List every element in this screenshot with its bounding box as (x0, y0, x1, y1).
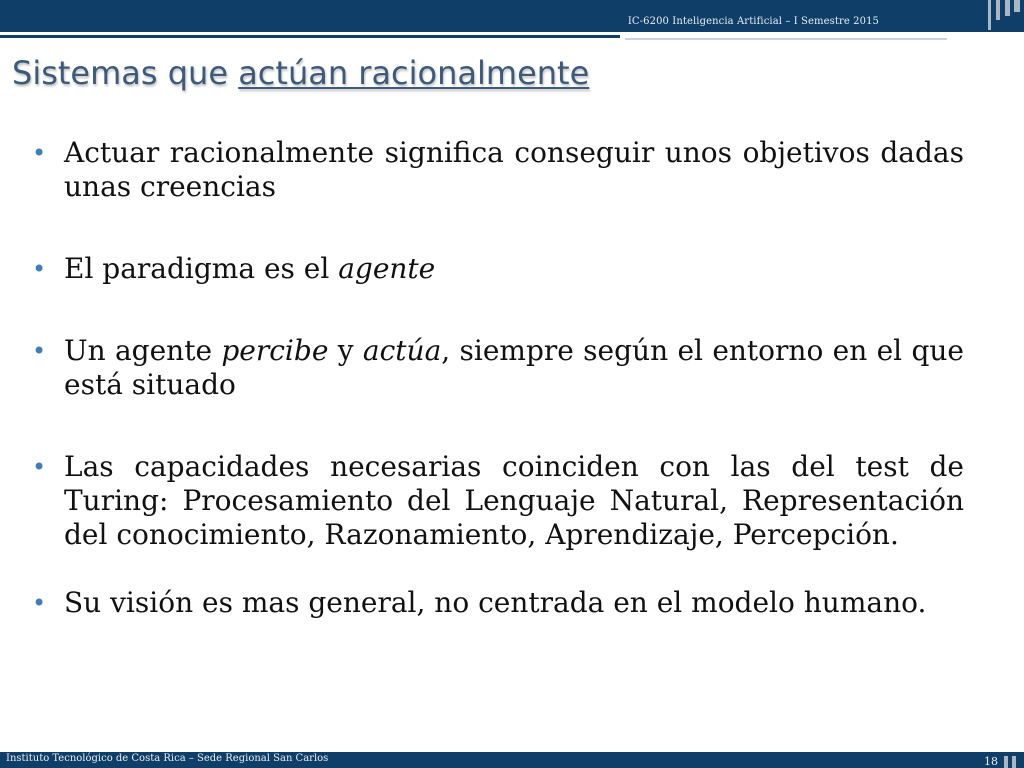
bullet-emphasis: actúa (362, 334, 442, 367)
slide-title (12, 54, 589, 92)
bullet-item (28, 252, 964, 286)
bullet-text: Las capacidades necesarias coinciden con las del test de Turing: Procesamiento del Lenguaje Natural, Representación del conocimiento, Razonamiento, Aprendizaje, Percepción. (64, 450, 964, 551)
slide-title-plain: Sistemas que (12, 54, 239, 92)
bullet-emphasis: agente (338, 252, 436, 285)
footer-institution: Instituto Tecnológico de Costa Rica – Sede Regional San Carlos (6, 753, 329, 764)
bullet-item (28, 136, 964, 204)
bullet-text: El paradigma es el (64, 252, 339, 285)
decorative-stripe (1005, 0, 1010, 16)
bullet-text: y (328, 334, 363, 367)
course-label: IC-6200 Inteligencia Artificial – I Semestre 2015 (627, 16, 879, 27)
page-number: 18 (984, 755, 998, 768)
slide-title-emphasis: actúan racionalmente (238, 54, 590, 92)
bullet-text: Actuar racionalmente significa conseguir unos objetivos dadas unas creencias (64, 136, 964, 203)
bullet-list (28, 136, 964, 668)
bullet-item (28, 334, 964, 402)
bullet-item (28, 450, 964, 552)
bullet-emphasis: percibe (221, 334, 329, 367)
decorative-stripe (1014, 0, 1020, 12)
bullet-text: Un agente (64, 334, 222, 367)
bullet-text: , siempre según el entorno en el que está situado (64, 334, 964, 401)
decorative-stripe (1004, 756, 1008, 768)
header-accent-line (0, 35, 620, 38)
header-underline (625, 38, 947, 40)
bullet-item (28, 586, 964, 620)
decorative-stripe (996, 0, 1000, 20)
bullet-text: Su visión es mas general, no centrada en el modelo humano. (64, 586, 927, 619)
decorative-stripe (988, 0, 991, 30)
decorative-stripe (1012, 756, 1016, 768)
